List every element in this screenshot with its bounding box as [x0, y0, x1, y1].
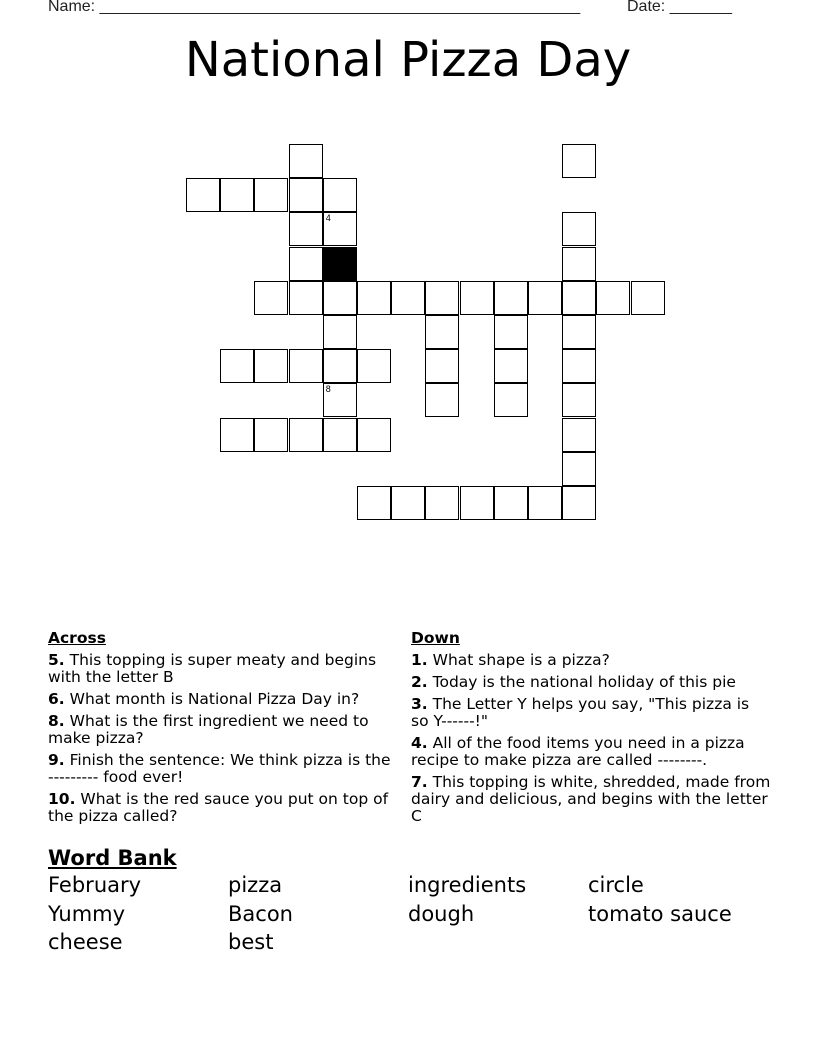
- clue-number: 1.: [411, 651, 428, 669]
- clue-text: What month is National Pizza Day in?: [69, 690, 360, 708]
- crossword-cell[interactable]: [494, 315, 528, 349]
- crossword-cell[interactable]: [254, 349, 288, 383]
- clue-text: What is the red sauce you put on top of the pizza called?: [48, 790, 389, 825]
- clue-number: 5.: [48, 651, 65, 669]
- clue-number: 10.: [48, 790, 76, 808]
- crossword-black-cell: [323, 247, 357, 281]
- crossword-cell[interactable]: [220, 349, 254, 383]
- crossword-cell[interactable]: [425, 486, 459, 520]
- crossword-cell[interactable]: [357, 349, 391, 383]
- crossword-cell[interactable]: [494, 383, 528, 417]
- word-bank-word: cheese: [48, 930, 123, 954]
- crossword-cell[interactable]: [220, 418, 254, 452]
- word-bank-word: Bacon: [228, 901, 293, 926]
- crossword-cell[interactable]: [254, 418, 288, 452]
- word-bank-word: best: [228, 930, 274, 954]
- crossword-cell[interactable]: [254, 281, 288, 315]
- crossword-cell[interactable]: [425, 349, 459, 383]
- name-field-label: Name: ______________________________________________________: [48, 0, 581, 15]
- down-clue: [411, 696, 771, 730]
- crossword-cell[interactable]: [289, 178, 323, 212]
- crossword-cell[interactable]: [289, 247, 323, 281]
- clue-text: The Letter Y helps you say, "This pizza is so Y------!": [411, 695, 750, 730]
- clue-number: 2.: [411, 673, 428, 691]
- word-bank-word: ingredients: [408, 873, 527, 897]
- crossword-cell[interactable]: [528, 486, 562, 520]
- word-bank-word: pizza: [228, 873, 283, 897]
- clue-text: All of the food items you need in a pizza recipe to make pizza are called --------.: [411, 734, 745, 769]
- crossword-cell[interactable]: [562, 281, 596, 315]
- crossword-cell[interactable]: [289, 418, 323, 452]
- down-heading: Down: [411, 629, 460, 647]
- crossword-cell[interactable]: [254, 178, 288, 212]
- clue-text: This topping is white, shredded, made from dairy and delicious, and begins with the letter C: [411, 773, 771, 825]
- crossword-cell[interactable]: [425, 315, 459, 349]
- crossword-cell[interactable]: [562, 349, 596, 383]
- crossword-cell[interactable]: [289, 349, 323, 383]
- crossword-cell[interactable]: [460, 486, 494, 520]
- crossword-cell[interactable]: [562, 452, 596, 486]
- down-clue: [411, 774, 771, 825]
- crossword-cell[interactable]: [289, 281, 323, 315]
- clue-text: What shape is a pizza?: [432, 651, 610, 669]
- clue-text: Today is the national holiday of this pie: [432, 673, 736, 691]
- word-bank-word: February: [48, 873, 142, 897]
- crossword-cell[interactable]: [323, 349, 357, 383]
- crossword-cell[interactable]: [289, 144, 323, 178]
- page-title: National Pizza Day: [184, 32, 632, 88]
- across-clues: [48, 630, 393, 830]
- clue-number: 4.: [411, 734, 428, 752]
- crossword-cell[interactable]: [494, 486, 528, 520]
- clue-text: Finish the sentence: We think pizza is the --------- food ever!: [48, 751, 391, 786]
- clue-number: 7.: [411, 773, 428, 791]
- crossword-cell[interactable]: [323, 418, 357, 452]
- clue-text: What is the first ingredient we need to make pizza?: [48, 712, 369, 747]
- crossword-cell[interactable]: [391, 486, 425, 520]
- across-clue: [48, 691, 393, 708]
- crossword-cell[interactable]: [562, 212, 596, 246]
- clue-number-label: 8: [325, 384, 331, 395]
- clue-number-label: 4: [325, 213, 331, 224]
- crossword-cell[interactable]: [186, 178, 220, 212]
- word-bank-word: circle: [588, 873, 644, 897]
- crossword-cell[interactable]: [357, 486, 391, 520]
- down-clue: [411, 652, 771, 669]
- word-bank-word: dough: [408, 901, 475, 926]
- crossword-cell[interactable]: [631, 281, 665, 315]
- across-clue: [48, 752, 393, 786]
- crossword-cell[interactable]: [357, 281, 391, 315]
- crossword-cell[interactable]: [562, 486, 596, 520]
- crossword-cell[interactable]: [562, 383, 596, 417]
- word-bank-word: tomato sauce: [588, 901, 732, 926]
- across-clue: [48, 791, 393, 825]
- down-clue: [411, 735, 771, 769]
- crossword-cell[interactable]: [494, 349, 528, 383]
- across-clue: [48, 652, 393, 686]
- crossword-cell[interactable]: [289, 212, 323, 246]
- clue-number: 6.: [48, 690, 65, 708]
- clue-number: 9.: [48, 751, 65, 769]
- crossword-cell[interactable]: [391, 281, 425, 315]
- crossword-cell[interactable]: [425, 281, 459, 315]
- crossword-cell[interactable]: [220, 178, 254, 212]
- crossword-cell[interactable]: [562, 247, 596, 281]
- crossword-cell[interactable]: [494, 281, 528, 315]
- crossword-cell[interactable]: [562, 418, 596, 452]
- word-bank: [48, 873, 768, 959]
- crossword-cell[interactable]: [562, 144, 596, 178]
- clue-text: This topping is super meaty and begins with the letter B: [48, 651, 377, 686]
- clue-number: 8.: [48, 712, 65, 730]
- crossword-cell[interactable]: [562, 315, 596, 349]
- crossword-cell[interactable]: [528, 281, 562, 315]
- crossword-cell[interactable]: [460, 281, 494, 315]
- crossword-cell[interactable]: [323, 383, 357, 417]
- crossword-cell[interactable]: [425, 383, 459, 417]
- date-field-label: Date: _______: [627, 0, 732, 15]
- across-clue: [48, 713, 393, 747]
- clue-number: 3.: [411, 695, 428, 713]
- word-bank-title: Word Bank: [48, 846, 177, 870]
- down-clues: [411, 630, 771, 830]
- word-bank-word: Yummy: [48, 901, 126, 926]
- crossword-cell[interactable]: [323, 212, 357, 246]
- crossword-cell[interactable]: [596, 281, 630, 315]
- across-heading: Across: [48, 629, 106, 647]
- crossword-cell[interactable]: [323, 281, 357, 315]
- crossword-cell[interactable]: [323, 315, 357, 349]
- down-clue: [411, 674, 771, 691]
- crossword-cell[interactable]: [323, 178, 357, 212]
- crossword-cell[interactable]: [357, 418, 391, 452]
